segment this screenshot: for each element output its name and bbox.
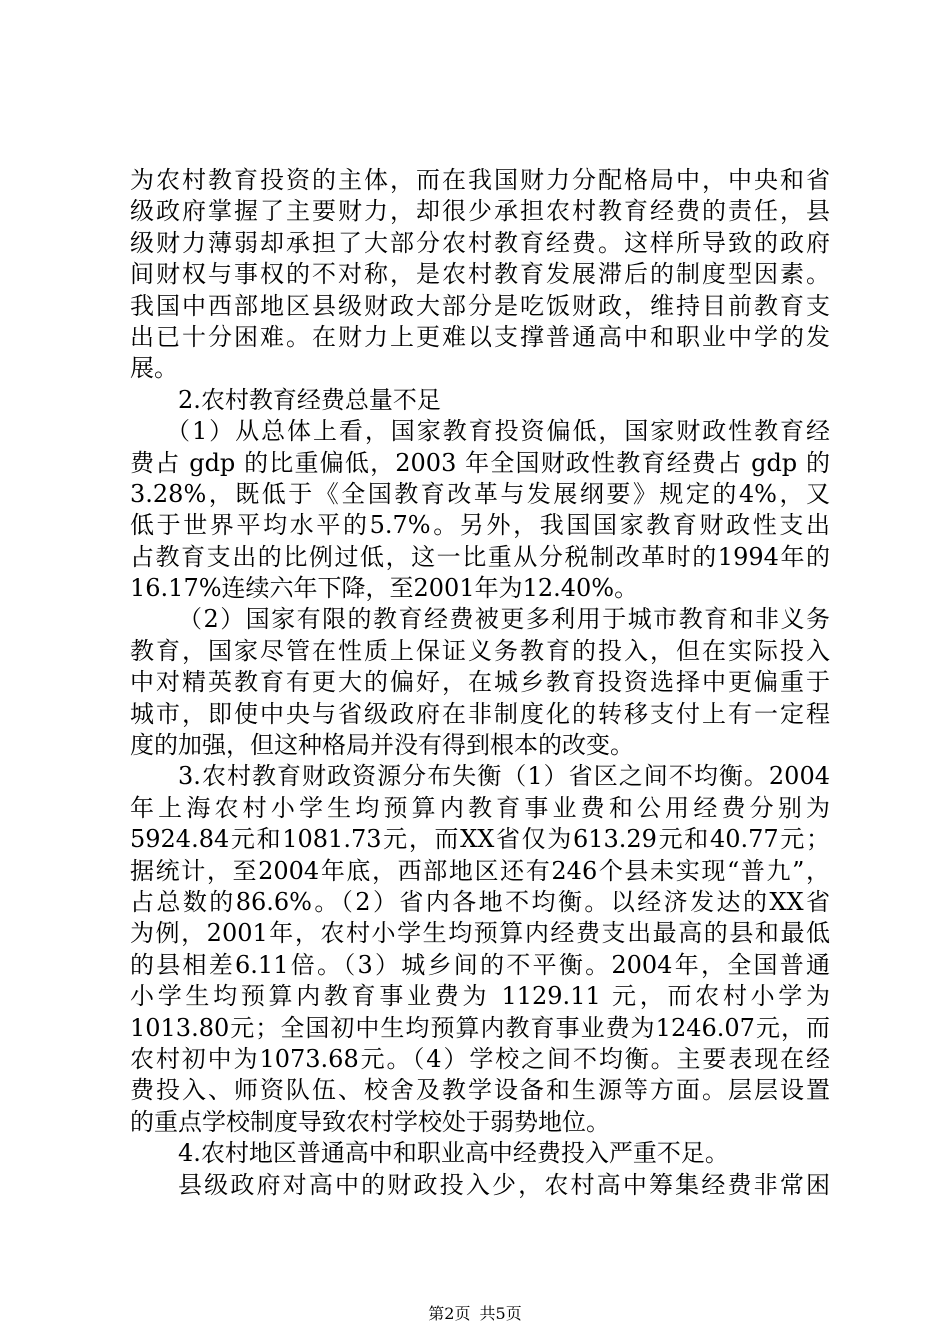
text-line: 占总数的86.6%。（2）省内各地不均衡。以经济发达的XX省 [130, 887, 830, 916]
text-line: 占教育支出的比例过低，这一比重从分税制改革时的1994年的 [130, 542, 830, 571]
text-line: 为农村教育投资的主体，而在我国财力分配格局中，中央和省 [130, 166, 830, 194]
text-line: 费占 gdp 的比重偏低，2003 年全国财政性教育经费占 gdp 的 [130, 448, 830, 477]
text-line: 城市，即使中央与省级政府在非制度化的转移支付上有一定程 [130, 699, 830, 728]
page-number: 第2页 [428, 1304, 471, 1323]
text-line: 县级政府对高中的财政投入少，农村高中筹集经费非常困 [178, 1170, 830, 1199]
text-line: 中对精英教育有更大的偏好，在城乡教育投资选择中更偏重于 [130, 668, 830, 697]
text-line: 我国中西部地区县级财政大部分是吃饭财政，维持目前教育支 [130, 291, 830, 320]
text-line: （1）从总体上看，国家教育投资偏低，国家财政性教育经 [166, 417, 830, 446]
text-line: 教育，国家尽管在性质上保证义务教育的投入，但在实际投入 [130, 636, 830, 665]
text-line: 低于世界平均水平的5.7%。另外，我国国家教育财政性支出 [130, 511, 830, 540]
text-line: 小学生均预算内教育事业费为 1129.11 元，而农村小学为 [130, 982, 830, 1011]
page-footer [0, 1304, 950, 1324]
text-line: 为例，2001年，农村小学生均预算内经费支出最高的县和最低 [130, 919, 830, 948]
text-line: 出已十分困难。在财力上更难以支撑普通高中和职业中学的发 [130, 322, 830, 351]
text-line: 年上海农村小学生均预算内教育事业费和公用经费分别为 [130, 793, 830, 822]
text-line: 展。 [130, 354, 178, 383]
text-line: 5924.84元和1081.73元，而XX省仅为613.29元和40.77元； [130, 825, 830, 854]
text-line: 16.17%连续六年下降，至2001年为12.40%。 [130, 574, 639, 603]
text-line: 间财权与事权的不对称，是农村教育发展滞后的制度型因素。 [130, 260, 830, 289]
text-line: 的重点学校制度导致农村学校处于弱势地位。 [130, 1107, 610, 1136]
text-line: 级政府掌握了主要财力，却很少承担农村教育经费的责任，县 [130, 197, 830, 226]
document-body [130, 165, 830, 1201]
text-line: 费投入、师资队伍、校舍及教学设备和生源等方面。层层设置 [130, 1076, 830, 1105]
text-line: 农村初中为1073.68元。（4）学校之间不均衡。主要表现在经 [130, 1044, 830, 1073]
text-line: 3.28%，既低于《全国教育改革与发展纲要》规定的4%，又 [130, 479, 830, 508]
section-heading: 4.农村地区普通高中和职业高中经费投入严重不足。 [178, 1139, 729, 1168]
section-heading: 2.农村教育经费总量不足 [178, 385, 441, 414]
text-line: 的县相差6.11倍。（3）城乡间的不平衡。2004年，全国普通 [130, 950, 830, 979]
text-line: 1013.80元；全国初中生均预算内教育事业费为1246.07元，而 [130, 1013, 830, 1042]
page-total: 共5页 [479, 1304, 522, 1323]
text-line: 度的加强，但这种格局并没有得到根本的改变。 [130, 731, 634, 760]
text-line: 据统计，至2004年底，西部地区还有246个县未实现“普九”， [130, 856, 830, 885]
text-line: （2）国家有限的教育经费被更多利用于城市教育和非义务 [178, 605, 830, 634]
text-line: 级财力薄弱却承担了大部分农村教育经费。这样所导致的政府 [130, 228, 830, 257]
section-heading: 3.农村教育财政资源分布失衡（1）省区之间不均衡。2004 [178, 762, 830, 791]
